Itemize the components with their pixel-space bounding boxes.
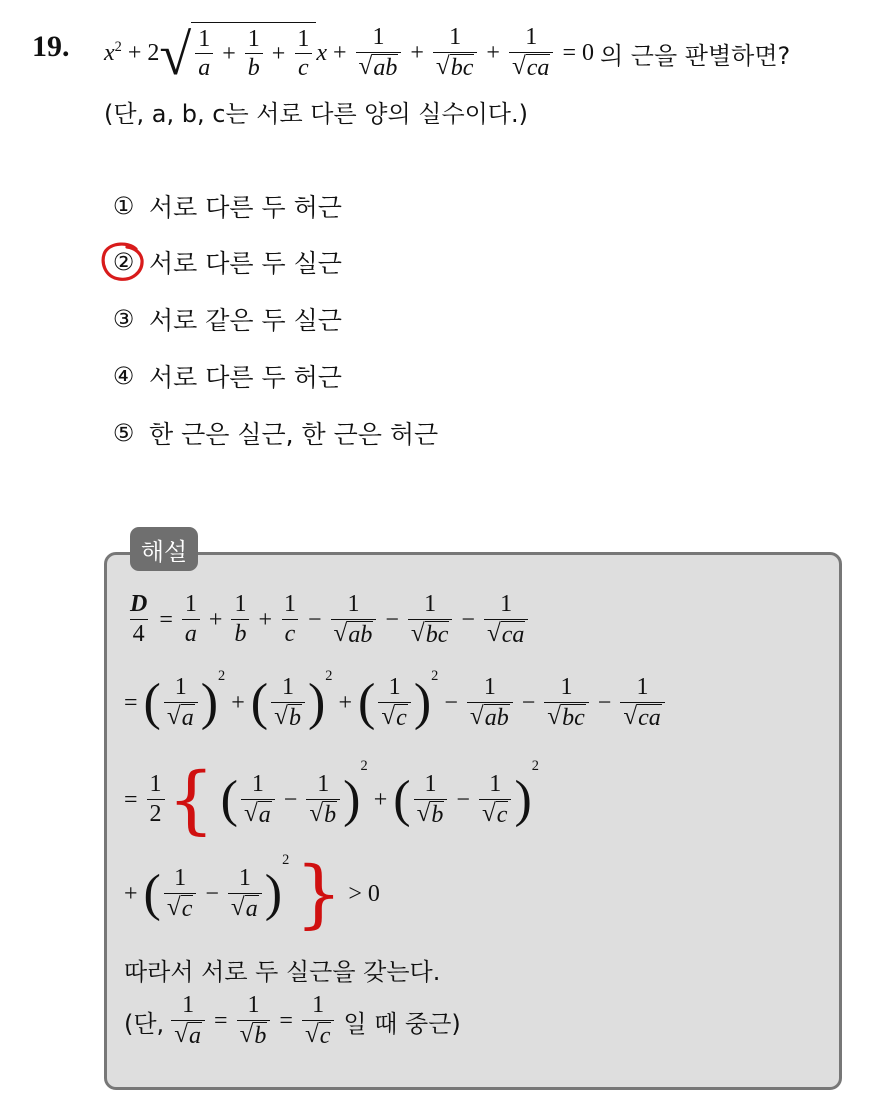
option-text: 서로 다른 두 실근	[149, 249, 342, 278]
solution-line-2: = ( 1 √ a ) 2 + ( 1 √ b ) 2 + ( 1 √ c ) 2 − 1 √ ab − 1 √ bc − 1 √ ca	[124, 668, 668, 738]
option-symbol: ①	[112, 192, 135, 220]
option-symbol: ⑤	[112, 419, 135, 447]
sqrt-expression: √ $\frac{1}{a}$ + $\frac{1}{b}$ + $\frac{1}{c}$	[159, 22, 316, 84]
option-5[interactable]	[110, 415, 438, 451]
solution-tag: 해설	[130, 527, 198, 571]
option-symbol: ③	[112, 305, 135, 333]
solution-line-4: + ( 1 √ c − 1 √ a ) 2 } > 0	[124, 851, 380, 937]
option-text: 서로 같은 두 실근	[149, 306, 342, 335]
solution-note: (단, 1 √ a = 1 √ b = 1 √ c 일 때 중근)	[124, 992, 461, 1049]
question-condition: (단, a, b, c는 서로 다른 양의 실수이다.)	[104, 100, 528, 128]
option-symbol: ②	[110, 248, 137, 276]
solution-conclusion: 따라서 서로 두 실근을 갖는다.	[124, 958, 441, 986]
right-brace-icon: }	[295, 851, 343, 937]
option-text: 서로 다른 두 허근	[149, 363, 342, 392]
option-2[interactable]	[110, 244, 342, 280]
question-equation: $x^2$ + 2 √ $\frac{1}{a}$ + $\frac{1}{b}$ + $\frac{1}{c}$ x + 1 √ ab + 1 √ bc + 1 √ ca = 0 의 근을 판별하면?	[104, 22, 791, 87]
left-brace-icon: {	[167, 757, 215, 843]
question-prompt: 의 근을 판별하면?	[599, 41, 791, 70]
option-text: 한 근은 실근, 한 근은 허근	[149, 420, 439, 449]
question-number: 19.	[32, 30, 70, 63]
option-symbol: ④	[112, 362, 135, 390]
answer-mark-circle-icon	[99, 240, 147, 284]
option-4[interactable]	[110, 358, 342, 394]
option-text: 서로 다른 두 허근	[149, 193, 342, 222]
solution-line-1: $\frac{D}{4}$ = $\frac{1}{a}$ + $\frac{1}{b}$ + $\frac{1}{c}$ − 1 √ ab − 1 √ bc − 1 √ ca	[124, 588, 531, 652]
option-1[interactable]	[110, 188, 342, 224]
option-3[interactable]	[110, 301, 342, 337]
solution-line-3: = $\frac{1}{2}$ { ( 1 √ a − 1 √ b ) 2 + ( 1 √ b − 1 √ c ) 2	[124, 757, 539, 843]
